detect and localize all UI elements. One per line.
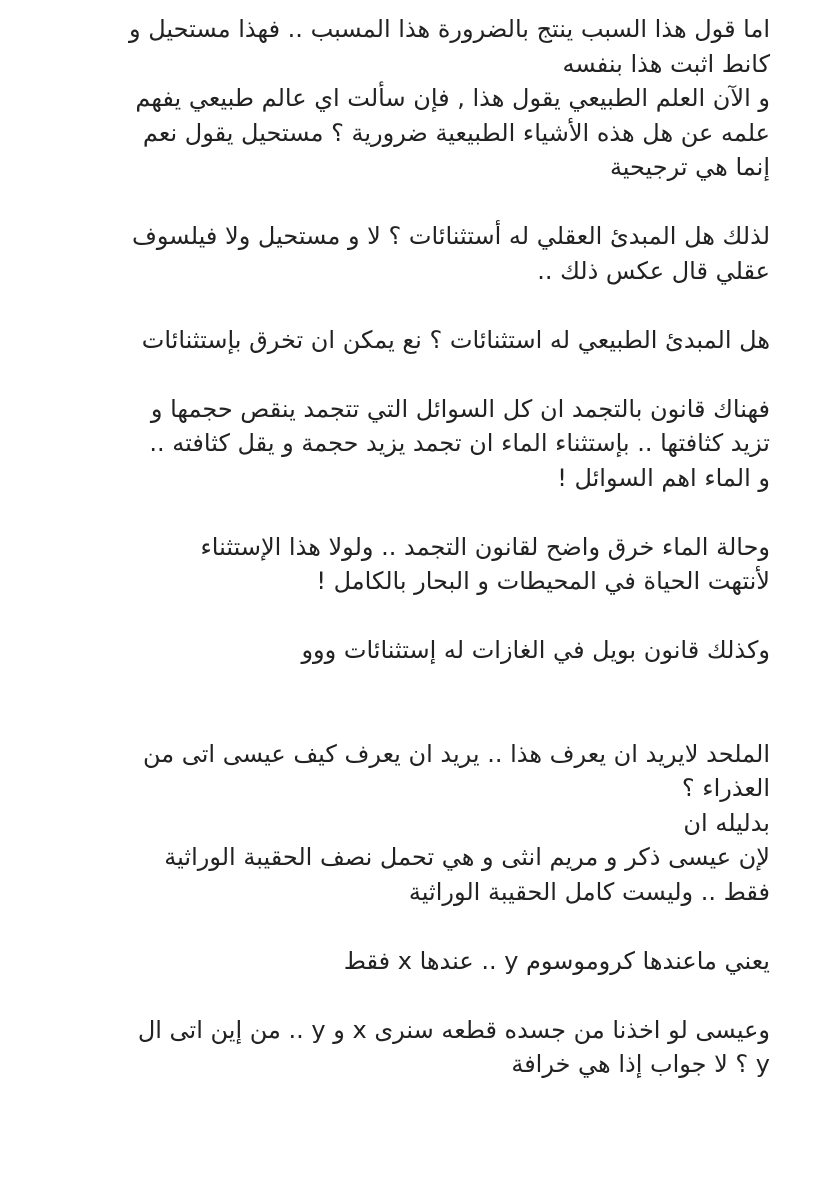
text-line: لأنتهت الحياة في المحيطات و البحار بالكامل ! [316,567,770,595]
blank-line [50,599,770,634]
paragraph-3 [50,219,770,288]
text-line: العذراء ؟ [681,774,770,802]
text-line: إنما هي ترجيحية [609,153,770,181]
text-line: وكذلك قانون بويل في الغازات له إستثنائات ووو [301,636,770,664]
text-line: بدليله ان [683,808,770,837]
text-line: علمه عن هل هذه الأشياء الطبيعية ضرورية ؟ مستحيل يقول نعم [142,118,770,147]
blank-line [50,495,770,530]
text-line: و الآن العلم الطبيعي يقول هذا , فإن سألت اي عالم طبيعي يفهم [135,84,770,112]
blank-line [50,288,770,323]
paragraph-1 [50,12,770,81]
text-line: فقط .. وليست كامل الحقيبة الوراثية [408,877,770,906]
text-line: لذلك هل المبدئ العقلي له أستثنائات ؟ لا و مستحيل ولا فيلسوف [132,222,770,250]
paragraph-7 [50,633,770,668]
blank-line [50,668,770,737]
text-line: لإن عيسى ذكر و مريم انثى و هي تحمل نصف الحقيبة الوراثية [164,843,770,871]
paragraph-4 [50,323,770,358]
text-line: تزيد كثافتها .. بإستثناء الماء ان تجمد يزيد حجمة و يقل كثافته .. [149,429,770,457]
blank-line [50,909,770,944]
text-line: و الماء اهم السوائل ! [557,463,770,492]
text-line: يعني ماعندها كروموسوم y .. عندها x فقط [343,946,770,975]
paragraph-6 [50,530,770,599]
paragraph-8 [50,737,770,910]
text-line: الملحد لايريد ان يعرف هذا .. يريد ان يعرف كيف عيسى اتى من [142,739,770,768]
blank-line [50,357,770,392]
blank-line [50,978,770,1013]
text-line: y ؟ لا جواب إذا هي خرافة [511,1050,770,1078]
paragraph-9 [50,944,770,979]
text-line: فهناك قانون بالتجمد ان كل السوائل التي تتجمد ينقص حجمها و [150,394,770,423]
paragraph-2 [50,81,770,185]
paragraph-10 [50,1013,770,1082]
text-line: وحالة الماء خرق واضح لقانون التجمد .. ولولا هذا الإستثناء [200,532,770,561]
text-line: كانط اثبت هذا بنفسه [562,49,770,78]
note-text [50,12,770,1082]
text-line: هل المبدئ الطبيعي له استثنائات ؟ نع يمكن ان تخرق بإستثنائات [141,325,770,354]
text-line: اما قول هذا السبب ينتج بالضرورة هذا المسبب .. فهذا مستحيل و [128,15,770,43]
text-line: وعيسى لو اخذنا من جسده قطعه سنرى x و y .. من إين اتى ال [137,1015,770,1044]
text-line: عقلي قال عكس ذلك .. [537,256,770,285]
paragraph-5 [50,392,770,496]
blank-line [50,185,770,220]
